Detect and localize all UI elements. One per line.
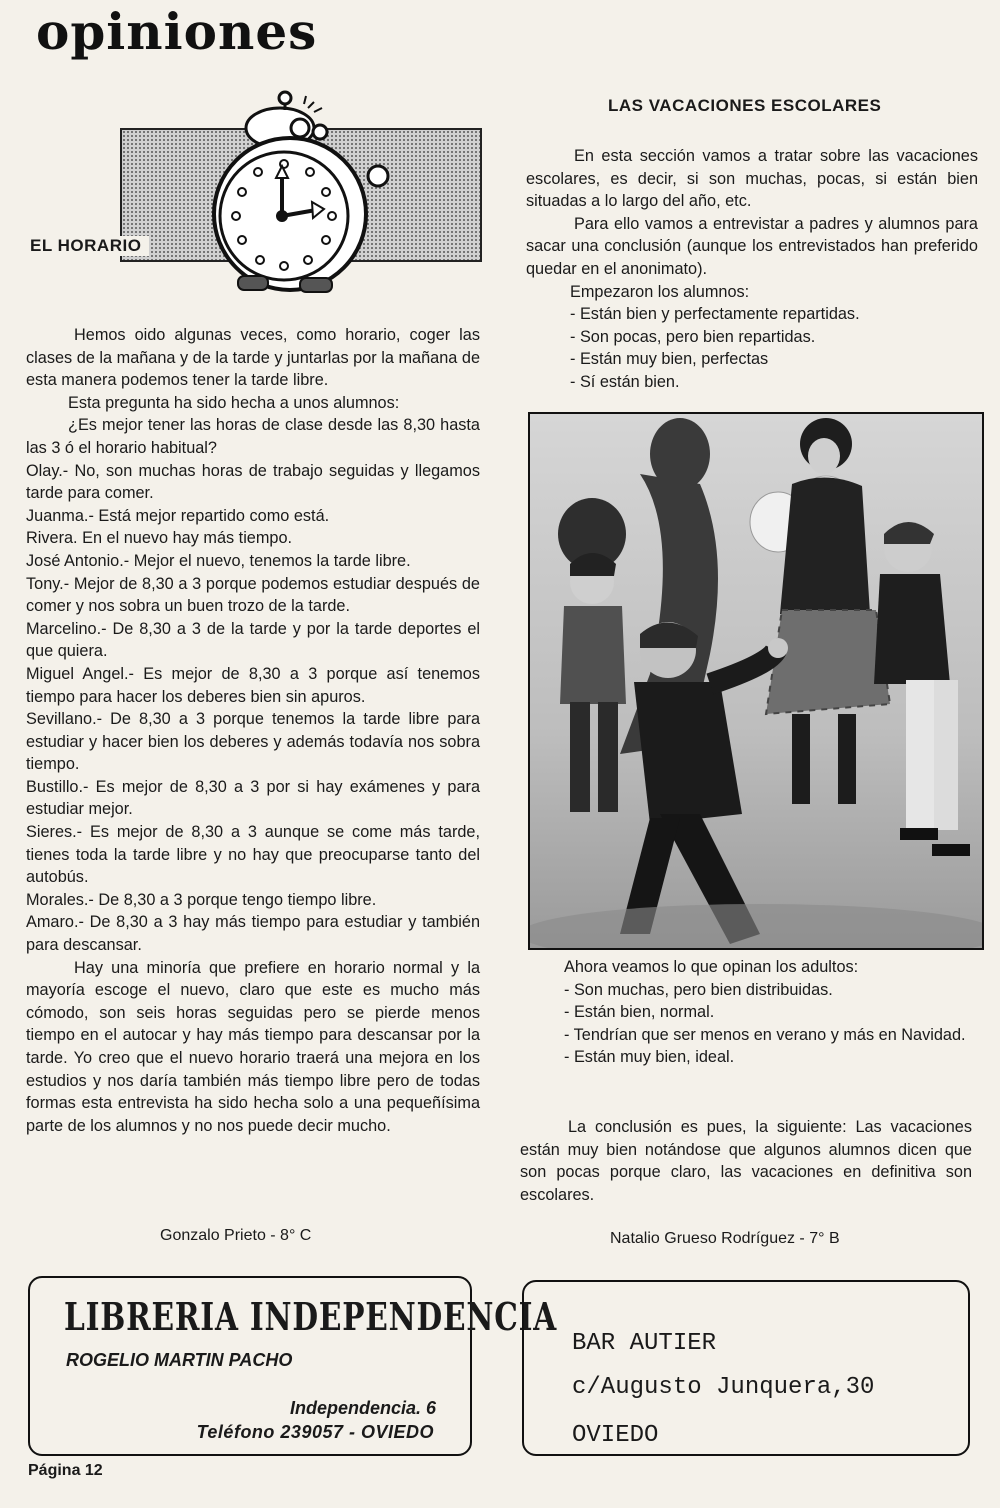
vacaciones-conclusion-block [520,1116,972,1206]
section-header: opiniones [36,2,318,61]
student-answer: - Son pocas, pero bien repartidas. [570,327,816,346]
bar-city: OVIEDO [572,1422,659,1449]
libreria-owner: ROGELIO MARTIN PACHO [66,1350,293,1370]
adult-answer: - Son muchas, pero bien distribuidas. [564,980,833,999]
libreria-name: LIBRERIA INDEPENDENCIA [64,1294,558,1339]
student-answer: - Están bien y perfectamente repartidas. [570,305,860,324]
horario-signature: Gonzalo Prieto - 8° C [160,1227,312,1244]
bar-street: c/Augusto Junquera,30 [572,1374,875,1401]
answer-bustillo: Bustillo.- Es mejor de 8,30 a 3 por si hay exámenes y para estudiar mejor. [26,777,480,819]
libreria-address: Independencia. 6 [289,1398,436,1418]
answer-jose-antonio: José Antonio.- Mejor el nuevo, tenemos la tarde libre. [26,551,411,570]
horario-question-intro: Esta pregunta ha sido hecha a unos alumnos: [68,393,400,412]
answer-marcelino: Marcelino.- De 8,30 a 3 de la tarde y por la tarde deportes el que quiera. [26,619,480,661]
answer-sevillano: Sevillano.- De 8,30 a 3 porque tenemos la tarde libre para estudiar y hacer bien los deberes y además todavía nos sobra tiempo. [26,710,480,774]
answer-sieres: Sieres.- Es mejor de 8,30 a 3 aunque se come más tarde, tienes toda la tarde libre y no hay que preocuparse tanto del autobús. [26,823,480,887]
answer-olay: Olay.- No, son muchas horas de trabajo seguidas y llegamos tarde para comer. [26,461,480,503]
student-answer: - Están muy bien, perfectas [570,350,769,369]
adult-answer: - Están muy bien, ideal. [564,1048,735,1067]
answer-morales: Morales.- De 8,30 a 3 porque tengo tiempo libre. [26,890,377,909]
answer-rivera: Rivera. En el nuevo hay más tiempo. [26,529,293,548]
bar-name: BAR AUTIER [572,1330,717,1357]
vacaciones-title: LAS VACACIONES ESCOLARES [608,96,882,115]
alarm-clock-illustration [200,88,400,298]
answer-juanma: Juanma.- Está mejor repartido como está. [26,506,330,525]
vacaciones-signature: Natalio Grueso Rodríguez - 7° B [610,1230,840,1247]
vacaciones-intro [526,145,978,394]
adults-opinions [520,956,972,1069]
horario-article-body [26,324,480,1137]
horario-conclusion: Hay una minoría que prefiere en horario normal y la mayoría escoge el nuevo, claro que este es mucho más cómodo, son seis horas seguidas pero se pierde menos tiempo en el autocar y hay más tiempo para descansar por la tarde. Yo creo que el nuevo horario traerá una mejora en los estudios y nos daría también más tiempo libre pero de todas formas esta entrevista ha sido hecha solo a una pequeñísima parte de los alumnos y no nos puede decir mucho. [26,958,480,1135]
students-intro: Empezaron los alumnos: [570,282,750,301]
answer-tony: Tony.- Mejor de 8,30 a 3 porque podemos estudiar después de comer y nos sobra un buen trozo de la tarde. [26,574,480,616]
horario-title: EL HORARIO [30,236,149,256]
vacaciones-intro-paragraph: En esta sección vamos a tratar sobre las vacaciones escolares, es decir, si son muchas, pocas, si están bien situadas a lo largo del año, etc. [526,147,978,211]
libreria-advertisement [28,1276,558,1456]
horario-intro-paragraph: Hemos oido algunas veces, como horario, coger las clases de la mañana y de la tarde y juntarlas por la mañana de esta manera podemos tener la tarde libre. [26,326,480,390]
photo-illustration [530,414,982,948]
adults-intro: Ahora veamos lo que opinan los adultos: [564,958,859,976]
bar-advertisement [522,1280,970,1456]
student-answer: - Sí están bien. [570,372,680,391]
adult-answer: - Tendrían que ser menos en verano y más en Navidad. [564,1025,966,1044]
horario-question: ¿Es mejor tener las horas de clase desde las 8,30 hasta las 3 ó el horario habitual? [26,416,480,457]
libreria-phone: Teléfono 239057 - OVIEDO [196,1422,434,1442]
vacaciones-conclusion: La conclusión es pues, la siguiente: Las vacaciones están muy bien notándose que algunos alumnos dicen que son pocas porque claro, las vacaciones en definitiva son escolares. [520,1118,972,1204]
answer-miguel-angel: Miguel Angel.- Es mejor de 8,30 a 3 porque así tenemos tiempo para hacer los deberes bien sin apuros. [26,664,480,706]
answer-amaro: Amaro.- De 8,30 a 3 hay más tiempo para estudiar y también para descansar. [26,913,480,955]
children-playing-photo [528,412,984,950]
page-number: Página 12 [28,1462,103,1479]
adult-answer: - Están bien, normal. [564,1003,715,1022]
vacaciones-method-paragraph: Para ello vamos a entrevistar a padres y alumnos para sacar una conclusión (aunque los entrevistados han preferido quedar en el anonimato). [526,214,978,278]
